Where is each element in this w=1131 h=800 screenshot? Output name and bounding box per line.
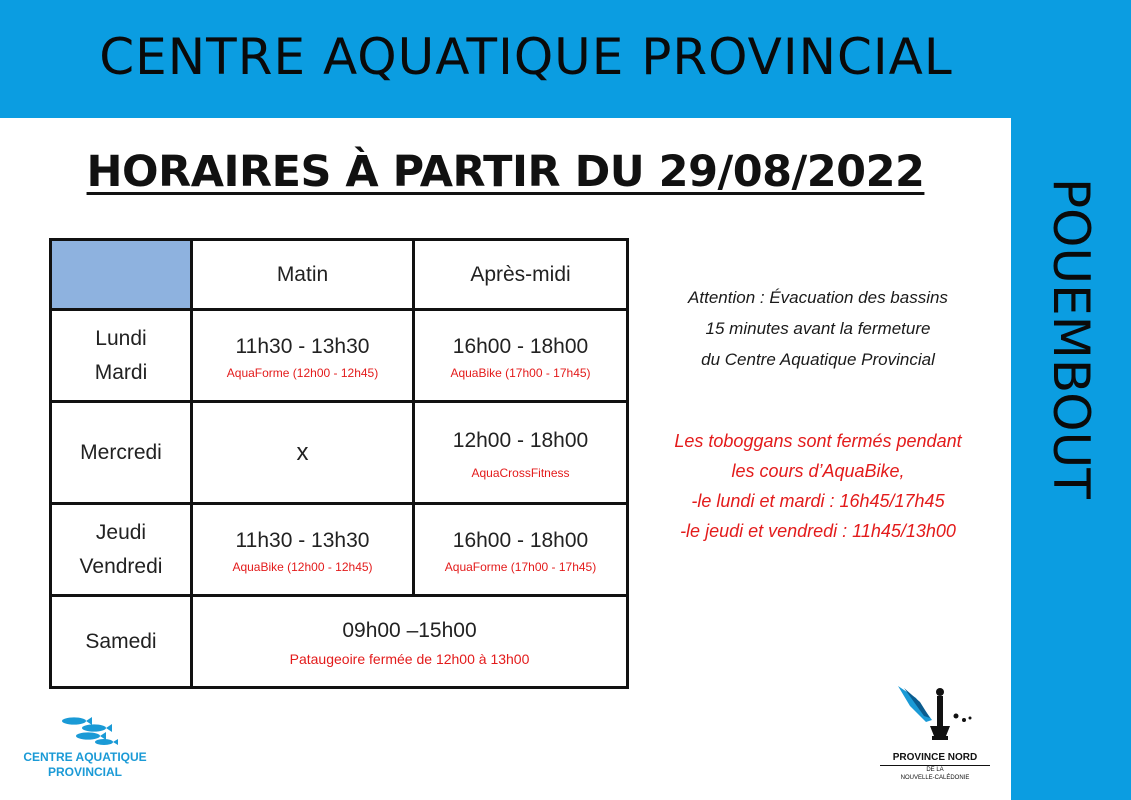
header-morning-label: Matin — [276, 262, 329, 286]
time-slot: 09h00 –15h00 — [342, 618, 477, 642]
top-banner — [0, 0, 1131, 118]
day-label: Mardi — [94, 360, 148, 384]
table-row — [51, 310, 628, 402]
activity-label: AquaForme (17h00 - 17h45) — [444, 559, 597, 574]
logo-left-line: CENTRE AQUATIQUE — [23, 750, 147, 764]
notice-line: 15 minutes avant la fermeture — [705, 319, 931, 338]
day-label: Samedi — [85, 629, 157, 653]
day-cell — [51, 402, 192, 504]
time-slot: 12h00 - 18h00 — [452, 428, 589, 452]
afternoon-cell — [414, 402, 628, 504]
side-label: POUEMBOUT — [1042, 178, 1100, 499]
morning-cell — [192, 402, 414, 504]
day-cell — [51, 310, 192, 402]
notice-line: Les toboggans sont fermés pendant — [674, 431, 962, 451]
logo-left-text — [10, 750, 160, 780]
day-label: Lundi — [95, 326, 147, 350]
table-header-row — [51, 240, 628, 310]
province-name: PROVINCE NORD — [892, 752, 978, 763]
province-subtitle-line: DE LA — [926, 767, 944, 773]
evacuation-notice — [632, 282, 1004, 375]
activity-label: AquaBike (12h00 - 12h45) — [232, 559, 373, 574]
fish-icon — [10, 710, 160, 750]
notice-line: du Centre Aquatique Provincial — [701, 350, 935, 369]
time-slot: 11h30 - 13h30 — [235, 334, 370, 358]
province-subtitle — [880, 765, 990, 782]
closed-mark: x — [296, 438, 309, 466]
time-slot: 11h30 - 13h30 — [235, 528, 370, 552]
centre-aquatique-logo — [10, 710, 160, 790]
day-label: Jeudi — [95, 520, 147, 544]
saturday-note: Pataugeoire fermée de 12h00 à 13h00 — [289, 650, 530, 667]
time-slot: 16h00 - 18h00 — [452, 528, 589, 552]
day-label: Vendredi — [79, 554, 163, 578]
schedule-table — [49, 238, 629, 689]
table-row — [51, 402, 628, 504]
time-slot: 16h00 - 18h00 — [452, 334, 589, 358]
logo-left-line: PROVINCIAL — [47, 765, 122, 779]
activity-label: AquaCrossFitness — [471, 465, 570, 480]
saturday-cell — [192, 596, 628, 688]
slide-notice — [632, 426, 1004, 546]
morning-cell — [192, 310, 414, 402]
activity-label: AquaBike (17h00 - 17h45) — [450, 365, 591, 380]
notice-line: -le jeudi et vendredi : 11h45/13h00 — [680, 521, 956, 541]
notice-line: Attention : Évacuation des bassins — [688, 288, 948, 307]
day-cell — [51, 504, 192, 596]
day-cell — [51, 596, 192, 688]
header-afternoon — [414, 240, 628, 310]
activity-label: AquaForme (12h00 - 12h45) — [226, 365, 379, 380]
notice-line: -le lundi et mardi : 16h45/17h45 — [691, 491, 945, 511]
corner-cell — [51, 240, 192, 310]
table-row-saturday — [51, 596, 628, 688]
province-emblem-icon — [880, 676, 990, 750]
header-afternoon-label: Après-midi — [470, 262, 571, 286]
banner-title: CENTRE AQUATIQUE PROVINCIAL — [99, 28, 953, 86]
morning-cell — [192, 504, 414, 596]
province-nord-logo — [880, 676, 990, 794]
afternoon-cell — [414, 310, 628, 402]
province-subtitle-line: NOUVELLE-CALÉDONIE — [900, 775, 970, 781]
notice-line: les cours d’AquaBike, — [731, 461, 905, 481]
day-label: Mercredi — [80, 440, 162, 464]
afternoon-cell — [414, 504, 628, 596]
schedule-heading: HORAIRES À PARTIR DU 29/08/2022 — [86, 147, 925, 197]
table-row — [51, 504, 628, 596]
header-morning — [192, 240, 414, 310]
